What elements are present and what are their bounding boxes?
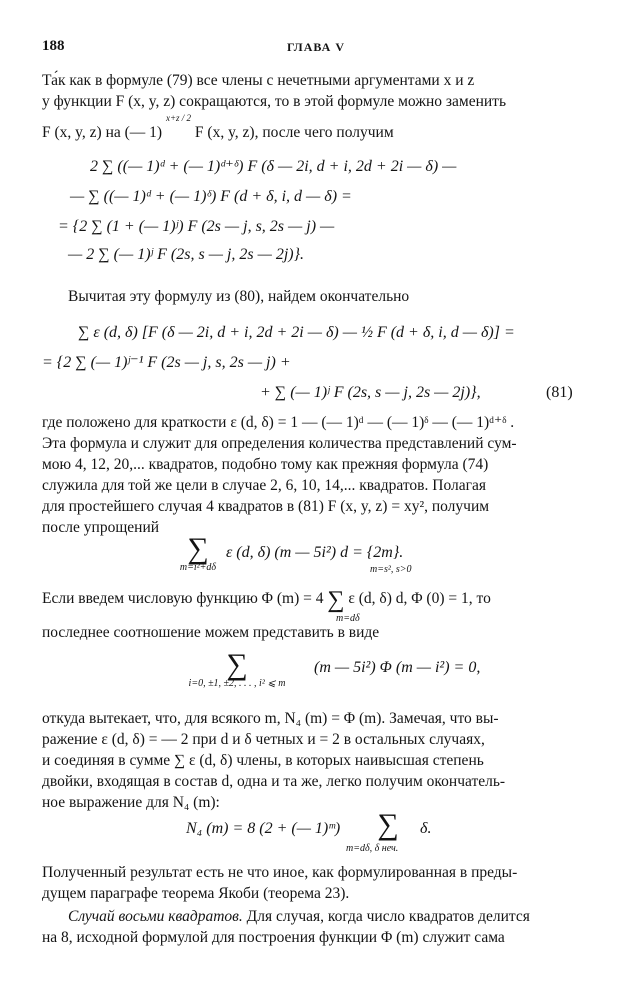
eq2-line3: + ∑ (— 1)ʲ F (2s, s — j, 2s — 2j)}, xyxy=(260,384,481,401)
page-header xyxy=(42,38,590,58)
eq3-sum xyxy=(170,532,226,574)
eq4-body: (m — 5i²) Φ (m — i²) = 0, xyxy=(314,659,481,676)
sum-sign-icon: ∑ xyxy=(327,587,345,613)
eq5-body-b: δ. xyxy=(420,820,432,837)
para5-line5: ное выражение для N₄ (m): xyxy=(42,794,220,811)
para3-line3: мою 4, 12, 20,... квадратов, подобно тому как прежняя формула (74) xyxy=(42,456,489,473)
eq4-sum xyxy=(162,648,312,690)
eq2-line2: = {2 ∑ (— 1)ʲ⁻¹ F (2s — j, s, 2s — j) + xyxy=(42,354,291,371)
para5-line3: и соединяя в сумме ∑ ε (d, δ) члены, в которых наивысшая степень xyxy=(42,752,484,769)
eq1-line4: — 2 ∑ (— 1)ʲ F (2s, s — j, 2s — 2j)}. xyxy=(68,246,304,263)
section-heading-italic: Случай восьми квадратов. xyxy=(68,908,243,925)
para4-line1-b: ε (d, δ) d, Φ (0) = 1, то xyxy=(348,590,491,607)
eq1-line3: = {2 ∑ (1 + (— 1)ʲ) F (2s — j, s, 2s — j) — xyxy=(58,218,335,235)
eq5-body-a: N₄ (m) = 8 (2 + (— 1)ᵐ) xyxy=(186,820,341,837)
para6-line1: Полученный результат есть не что иное, как формулированная в преды- xyxy=(42,864,518,881)
para5-line4: двойки, входящая в состав d, одна и та же, легко получим окончатель- xyxy=(42,773,506,790)
para1-line2: у функции F (x, y, z) сокращаются, то в этой формуле можно заменить xyxy=(42,93,507,110)
para7-line1-rest: Для случая, когда число квадратов делится xyxy=(242,908,530,925)
para5-line2: ражение ε (d, δ) = — 2 при d и δ четных и = 2 в остальных случаях, xyxy=(42,731,485,748)
eq5-limit: m=dδ, δ неч. xyxy=(346,843,399,854)
para7-line1 xyxy=(68,906,588,927)
eq2-line1: ∑ ε (d, δ) [F (δ — 2i, d + i, 2d + 2i — δ) — ½ F (d + δ, i, d — δ)] = xyxy=(78,324,515,341)
para5-line1: откуда вытекает, что, для всякого m, N₄ (m) = Φ (m). Замечая, что вы- xyxy=(42,710,499,727)
para4-line1-a: Если введем числовую функцию Φ (m) = 4 xyxy=(42,590,324,607)
sum-sign-icon: ∑ xyxy=(377,808,399,841)
eq3-limit-left: m=i²+dδ xyxy=(179,562,217,573)
para7-line2: на 8, исходной формулой для построения функции Φ (m) служит сама xyxy=(42,929,505,946)
eq4-limit: i=0, ±1, ±2, . . . , i² ⩽ m xyxy=(188,678,286,689)
para3-line1: где положено для краткости ε (d, δ) = 1 — (— 1)ᵈ — (— 1)ᵟ — (— 1)ᵈ⁺ᵟ . xyxy=(42,414,515,431)
sum-sign-icon: ∑ xyxy=(226,648,248,681)
para1-line3-a: F (x, y, z) на (— 1) xyxy=(42,124,163,141)
eq3-limit-right: m=s², s>0 xyxy=(370,564,412,575)
para4-limit: m=dδ xyxy=(336,613,360,624)
para3-line6: после упрощений xyxy=(42,519,160,536)
para6-line2: дущем параграфе теорема Якоби (теорема 23). xyxy=(42,885,350,902)
para2: Вычитая эту формулу из (80), найдем окончательно xyxy=(68,288,410,305)
para1-line3 xyxy=(42,113,590,145)
page-number: 188 xyxy=(42,38,65,54)
sum-sign-icon: ∑ xyxy=(187,532,209,565)
eq1-line1: 2 ∑ ((— 1)ᵈ + (— 1)ᵈ⁺ᵟ) F (δ — 2i, d + i, 2d + 2i — δ) — xyxy=(90,158,457,175)
eq2-number: (81) xyxy=(546,384,573,401)
para4-line1 xyxy=(42,588,590,611)
eq1-line2: — ∑ ((— 1)ᵈ + (— 1)ᵟ) F (d + δ, i, d — δ) = xyxy=(70,188,352,205)
para4-line2: последнее соотношение можем представить в виде xyxy=(42,624,380,641)
para3-line2: Эта формула и служит для определения количества представлений сум- xyxy=(42,435,517,452)
para1-line3-b: F (x, y, z), после чего получим xyxy=(194,124,394,141)
running-head: ГЛАВА V xyxy=(286,40,345,54)
para1-line3-exponent: x+z / 2 xyxy=(165,113,192,123)
para1-line1: Та́к как в формуле (79) все члены с нечетными аргументами x и z xyxy=(42,72,475,89)
eq3-body: ε (d, δ) (m — 5i²) d = {2m}. xyxy=(226,544,404,561)
eq5-sum xyxy=(360,808,416,841)
para3-line4: служила для той же цели в случае 2, 6, 10, 14,... квадратов. Полагая xyxy=(42,477,486,494)
para3-line5: для простейшего случая 4 квадратов в (81) F (x, y, z) = xy², получим xyxy=(42,498,490,515)
